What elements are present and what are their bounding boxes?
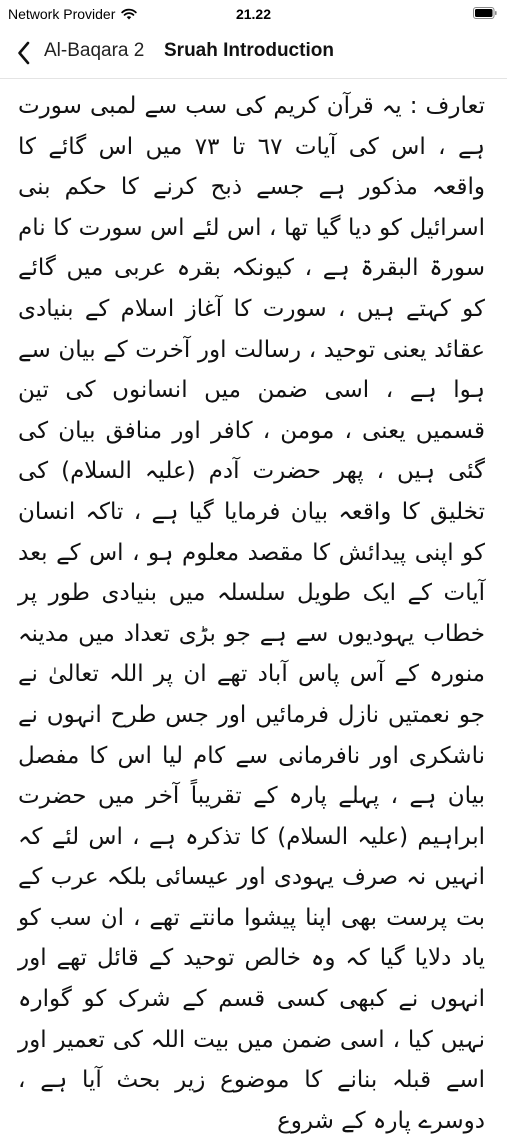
surah-name: Al-Baqara 2: [44, 40, 145, 61]
carrier-name: Network Provider: [8, 6, 116, 22]
back-button[interactable]: [12, 38, 36, 68]
content-scroll-area[interactable]: [0, 80, 507, 1134]
status-time: 21.22: [235, 6, 272, 22]
navigation-bar: [0, 28, 507, 79]
page-title: Sruah Introduction: [164, 40, 334, 61]
chevron-left-icon: [17, 41, 31, 65]
status-bar: [0, 0, 507, 28]
introduction-text: تعارف : یہ قرآن کریم کی سب سے لمبی سورت ہے ، اس کی آیات ٦٧ تا ٧٣ میں اس گائے کا واقعہ مذکور ہے جسے ذبح کرنے کا حکم بنی اسرائیل کو دیا گیا تھا ، اس لئے اس سورت کا نام سورۃ البقرۃ ہے ، کیونکہ بقرہ عربی میں گائے کو کہتے ہیں ، سورت کا آغاز اسلام کے بنیادی عقائد یعنی توحید ، رسالت اور آخرت کے بیان سے ہوا ہے ، اسی ضمن میں انسانوں کی تین قسمیں یعنی ، مومن ، کافر اور منافق بیان کی گئی ہیں ، پھر حضرت آدم (علیہ السلام) کی تخلیق کا واقعہ بیان فرمایا گیا ہے ، تاکہ انسان کو اپنی پیدائش کا مقصد معلوم ہو ، اس کے بعد آیات کے ایک طویل سلسلہ میں بنیادی طور پر خطاب یہودیوں سے ہے جو بڑی تعداد میں مدینہ منورہ کے آس پاس آباد تھے ان پر اللہ تعالیٰ نے جو نعمتیں نازل فرمائیں اور جس طرح انہوں نے ناشکری اور نافرمانی سے کام لیا اس کا مفصل بیان ہے ، پہلے پارہ کے تقریباً آخر میں حضرت ابراہیم (علیہ السلام) کا تذکرہ ہے ، اس لئے کہ انہیں نہ صرف یہودی اور عیسائی بلکہ عرب کے بت پرست بھی اپنا پیشوا مانتے تھے ، ان سب کو یاد دلایا گیا کہ وہ خالص توحید کے قائل تھے اور انہوں نے کبھی کسی قسم کے شرک کو گوارہ نہیں کیا ، اسی ضمن میں بیت اللہ کی تعمیر اور اسے قبلہ بنانے کا موضوع زیر بحث آیا ہے ، دوسرے پارہ کے شروع: [18, 93, 485, 1134]
battery-icon: [473, 7, 497, 19]
